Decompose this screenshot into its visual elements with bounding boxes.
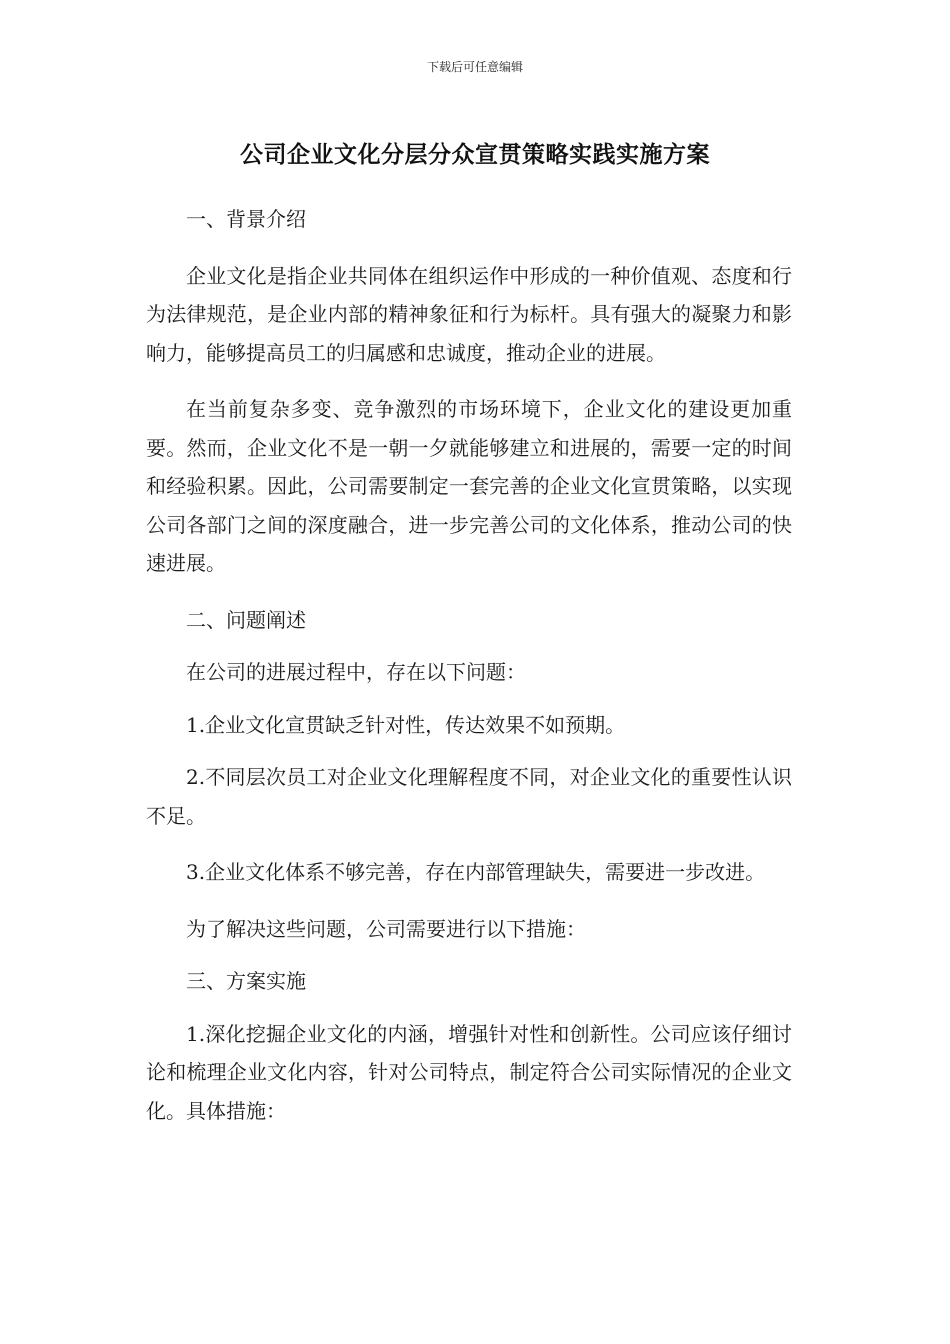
paragraph-problems-outro: 为了解决这些问题，公司需要进行以下措施： [186,916,586,941]
header-note: 下载后可任意编辑 [426,60,523,74]
paragraph-background-1: 企业文化是指企业共同体在组织运作中形成的一种价值观、态度和行为法律规范，是企业内部的精神象征和行为标杆。具有强大的凝聚力和影响力，能够提高员工的归属感和忠诚度，推动企业的进展。 [146,263,792,365]
list-item-implementation-1: 1.深化挖掘企业文化的内涵，增强针对性和创新性。公司应该仔细讨论和梳理企业文化内容，针对公司特点，制定符合公司实际情况的企业文化。具体措施： [146,1021,792,1123]
document-body [146,200,792,1130]
paragraph-background-2: 在当前复杂多变、竞争激烈的市场环境下，企业文化的建设更加重要。然而，企业文化不是一朝一夕就能够建立和进展的，需要一定的时间和经验积累。因此，公司需要制定一套完善的企业文化宣贯策略，以实现公司各部门之间的深度融合，进一步完善公司的文化体系，推动公司的快速进展。 [146,397,792,575]
section-heading-implementation: 三、方案实施 [186,969,306,993]
section-heading-background: 一、背景介绍 [186,207,306,231]
list-item-problem-2: 2.不同层次员工对企业文化理解程度不同，对企业文化的重要性认识不足。 [146,765,792,828]
document-title: 公司企业文化分层分众宣贯策略实践实施方案 [240,142,710,168]
list-item-problem-3: 3.企业文化体系不够完善，存在内部管理缺失，需要进一步改进。 [186,860,766,884]
list-item-problem-1: 1.企业文化宣贯缺乏针对性，传达效果不如预期。 [186,712,626,737]
section-heading-problems: 二、问题阐述 [186,607,306,632]
paragraph-problems-intro: 在公司的进展过程中，存在以下问题： [186,660,526,684]
